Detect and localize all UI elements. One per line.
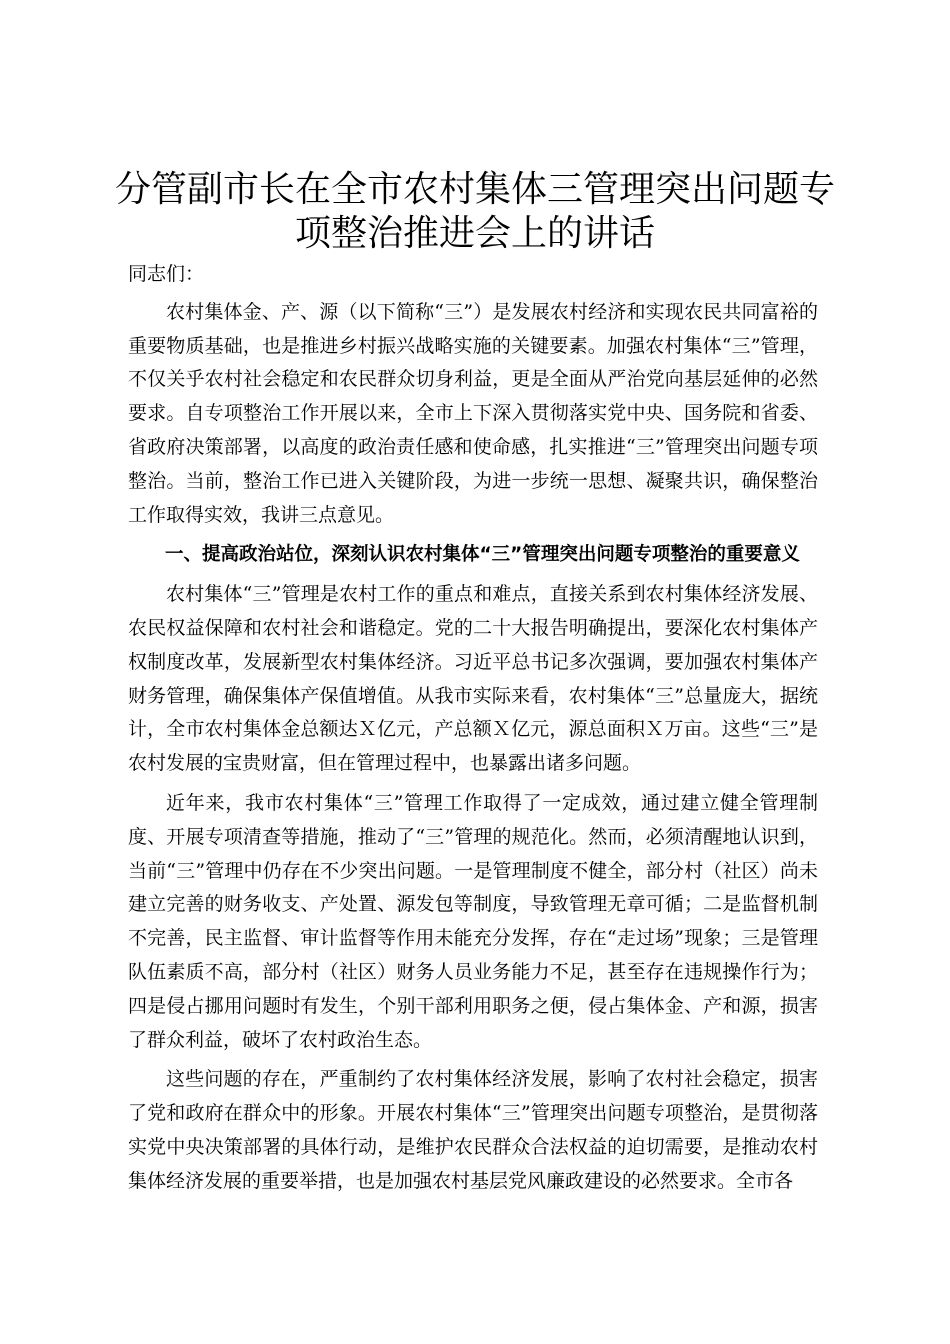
paragraph-body: 近年来，我市农村集体“三”管理工作取得了一定成效，通过建立健全管理制度、开展专项清查等措施，推动了“三”管理的规范化。然而，必须清醒地认识到，当前“三”管理中仍存在不少突出问题。一是管理制度不健全，部分村（社区）尚未建立完善的财务收支、产处置、源发包等制度，导致管理无章可循；二是监督机制不完善，民主监督、审计监督等作用未能充分发挥，存在“走过场”现象；三是管理队伍素质不高，部分村（社区）财务人员业务能力不足，甚至存在违规操作行为；四是侵占挪用问题时有发生，个别干部利用职务之便，侵占集体金、产和源，损害了群众利益，破坏了农村政治生态。 <box>128 791 818 1051</box>
document-body <box>128 258 818 1205</box>
paragraph-intro: 农村集体金、产、源（以下简称“三”）是发展农村经济和实现农民共同富裕的重要物质基础，也是推进乡村振兴战略实施的关键要素。加强农村集体“三”管理，不仅关乎农村社会稳定和农民群众切身利益，更是全面从严治党向基层延伸的必然要求。自专项整治工作开展以来，全市上下深入贯彻落实党中央、国务院和省委、省政府决策部署，以高度的政治责任感和使命感，扎实推进“三”管理突出问题专项整治。当前，整治工作已进入关键阶段，为进一步统一思想、凝聚共识，确保整治工作取得实效，我讲三点意见。 <box>128 300 818 526</box>
section-heading-1: 一、提高政治站位，深刻认识农村集体“三”管理突出问题专项整治的重要意义 <box>165 544 800 566</box>
paragraph-body: 农村集体“三”管理是农村工作的重点和难点，直接关系到农村集体经济发展、农民权益保障和农村社会和谐稳定。党的二十大报告明确提出，要深化农村集体产权制度改革，发展新型农村集体经济。习近平总书记多次强调，要加强农村集体产财务管理，确保集体产保值增值。从我市实际来看，农村集体“三”总量庞大，据统计，全市农村集体金总额达Ｘ亿元，产总额Ｘ亿元，源总面积Ｘ万亩。这些“三”是农村发展的宝贵财富，但在管理过程中，也暴露出诸多问题。 <box>128 583 818 775</box>
greeting: 同志们： <box>128 263 205 285</box>
document-title: 分管副市长在全市农村集体三管理突出问题专项整治推进会上的讲话 <box>114 169 835 254</box>
paragraph-body: 这些问题的存在，严重制约了农村集体经济发展，影响了农村社会稳定，损害了党和政府在群众中的形象。开展农村集体“三”管理突出问题专项整治，是贯彻落实党中央决策部署的具体行动，是维护农民群众合法权益的迫切需要，是推动农村集体经济发展的重要举措，也是加强农村基层党风廉政建设的必然要求。全市各 <box>128 1068 818 1192</box>
